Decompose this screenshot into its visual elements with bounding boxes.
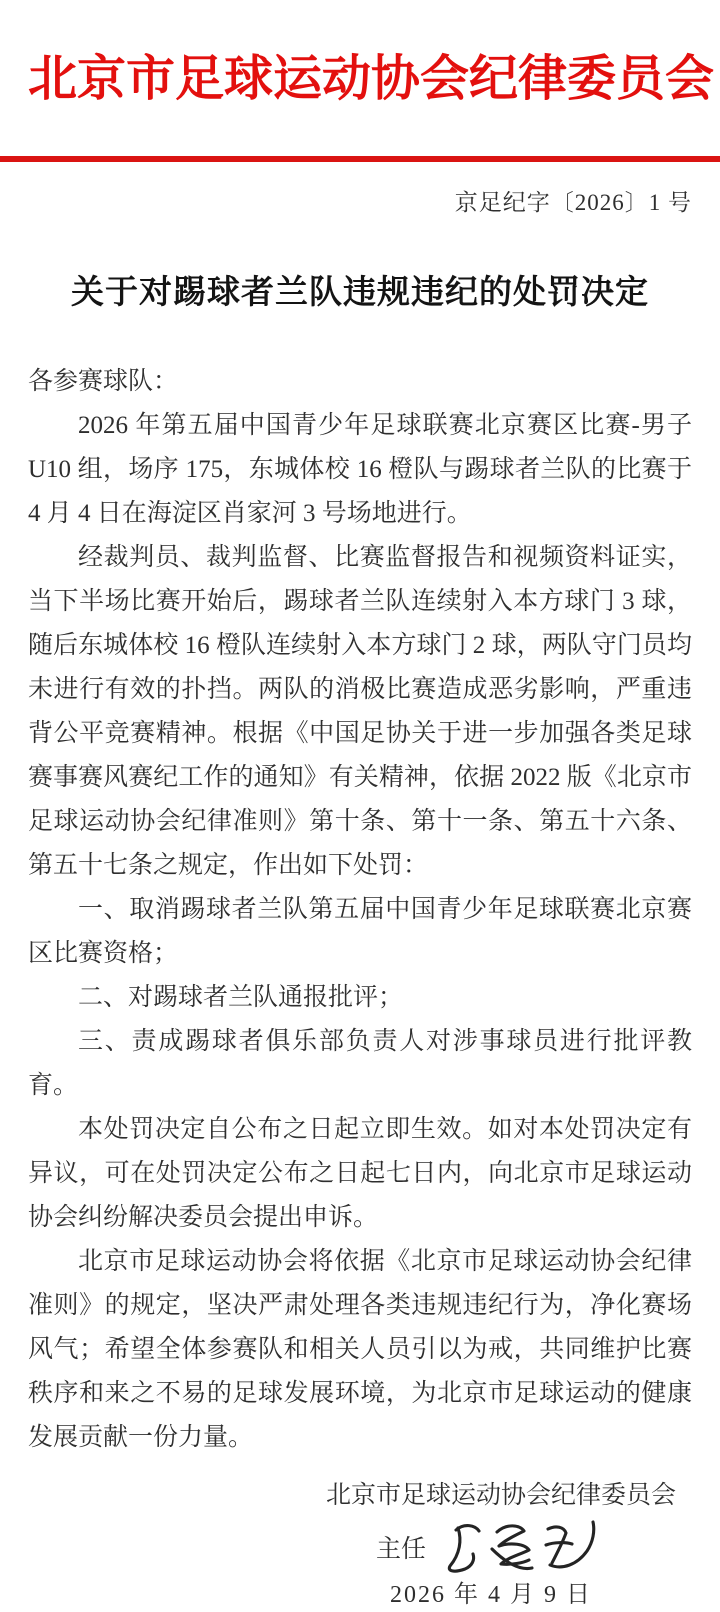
body-paragraph-findings: 经裁判员、裁判监督、比赛监督报告和视频资料证实，当下半场比赛开始后，踢球者兰队连续射入本方球门 3 球，随后东城体校 16 橙队连续射入本方球门 2 球，两队守门员均未进行有效的扑挡。两队的消极比赛造成恶劣影响，严重违背公平竞赛精神。根据《中国足协关于进一步加强各类足球赛事赛风赛纪工作的通知》有关精神，依据 2022 版《北京市足球运动协会纪律准则》第十条、第十一条、第五十六条、第五十七条之规定，作出如下处罚： bbox=[28, 544, 692, 879]
body-paragraph-closing-statement: 北京市足球运动协会将依据《北京市足球运动协会纪律准则》的规定，坚决严肃处理各类违规违纪行为，净化赛场风气；希望全体参赛队和相关人员引以为戒，共同维护比赛秩序和来之不易的足球发展环境，为北京市足球运动的健康发展贡献一份力量。 bbox=[28, 1248, 692, 1451]
body-paragraph-penalty-1: 一、取消踢球者兰队第五届中国青少年足球联赛北京赛区比赛资格； bbox=[28, 896, 692, 967]
body-paragraph-penalty-2: 二、对踢球者兰队通报批评； bbox=[78, 984, 404, 1011]
signer-title-label: 主任 bbox=[375, 1536, 426, 1563]
document-body bbox=[28, 360, 692, 1460]
body-paragraph-effective-appeal: 本处罚决定自公布之日起立即生效。如对本处罚决定有异议，可在处罚决定公布之日起七日内，向北京市足球运动协会纠纷解决委员会提出申诉。 bbox=[28, 1116, 692, 1231]
salutation-line: 各参赛球队： bbox=[28, 368, 179, 395]
red-separator-line bbox=[0, 156, 720, 162]
issuing-authority-letterhead: 北京市足球运动协会纪律委员会 bbox=[28, 51, 715, 106]
body-paragraph-match-info: 2026 年第五届中国青少年足球联赛北京赛区比赛-男子 U10 组，场序 175，东城体校 16 橙队与踢球者兰队的比赛于 4 月 4 日在海淀区肖家河 3 号场地进行。 bbox=[28, 412, 692, 527]
signing-organization: 北京市足球运动协会纪律委员会 bbox=[326, 1482, 677, 1509]
signature-block bbox=[326, 1478, 677, 1612]
signature-date: 2026 年 4 月 9 日 bbox=[390, 1582, 592, 1608]
body-paragraph-penalty-3: 三、责成踢球者俱乐部负责人对涉事球员进行批评教育。 bbox=[28, 1028, 692, 1099]
signer-row bbox=[326, 1518, 656, 1576]
document-number: 京足纪字〔2026〕1 号 bbox=[454, 190, 692, 215]
director-handwritten-signature-icon bbox=[434, 1518, 606, 1576]
document-title: 关于对踢球者兰队违规违纪的处罚决定 bbox=[71, 275, 649, 311]
